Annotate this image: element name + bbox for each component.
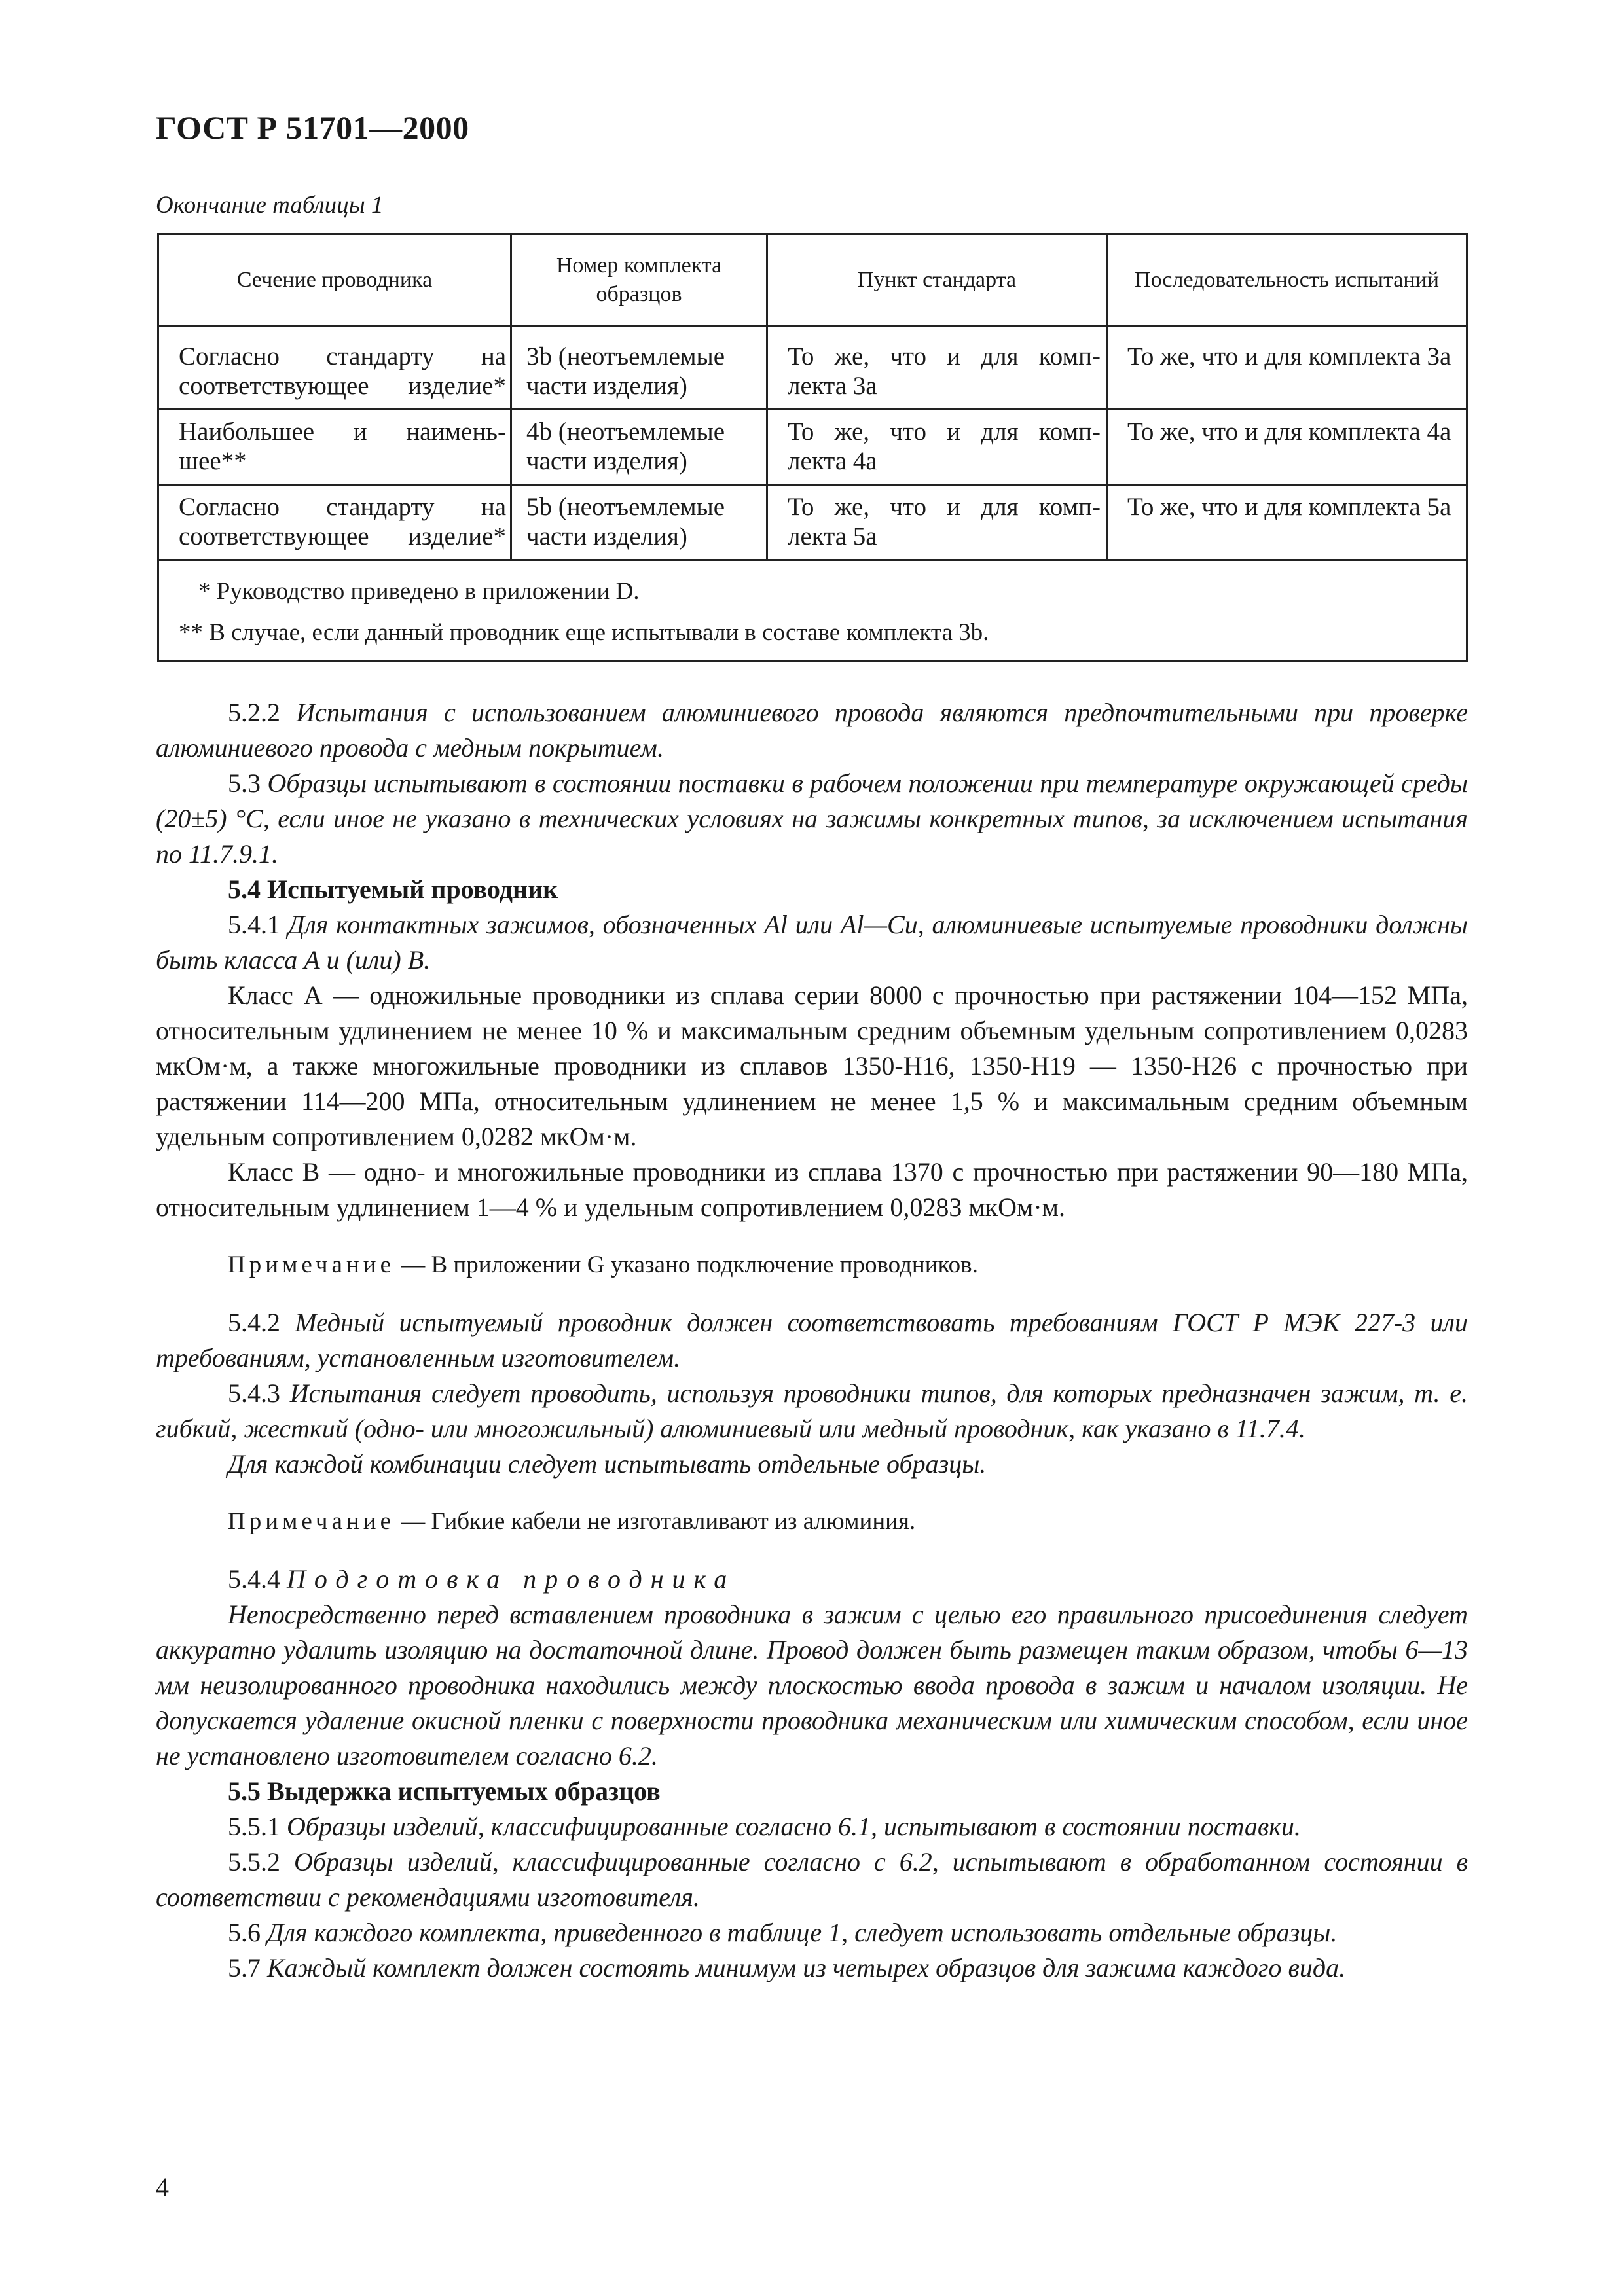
table-cell: То же, что и для комп- лекта 4а xyxy=(767,410,1107,485)
class-b-paragraph: Класс В — одно- и многожильные проводники из сплава 1370 с прочностью при растяжении 90—180 МПа, относительным удлинением 1—4 % и удельным сопротивлением 0,0283 мкОм·м. xyxy=(156,1157,1468,1222)
table-footnote: * Руководство приведено в приложении D. xyxy=(198,578,640,605)
column-header: Номер комплекта образцов xyxy=(511,234,767,327)
table-cell: То же, что и для комплекта 4а xyxy=(1107,410,1467,485)
clause-5-4-3: 5.4.3 Испытания следует проводить, используя проводники типов, для которых предназначен зажим, т. е. гибкий, жесткий (одно- или многожильный) алюминиевый или медный проводник, как указано в 11.7.4. xyxy=(156,1378,1468,1443)
section-heading-5-5: 5.5 Выдержка испытуемых образцов xyxy=(228,1776,661,1806)
column-header: Сечение проводника xyxy=(158,234,511,327)
note-2: Примечание — Гибкие кабели не изготавливают из алюминия. xyxy=(228,1508,916,1535)
document-header: ГОСТ Р 51701—2000 xyxy=(156,109,469,146)
clause-5-3: 5.3 Образцы испытывают в состоянии поставки в рабочем положении при температуре окружающей среды (20±5) °С, если иное не указано в технических условиях на зажимы конкретных типов, за исключением испытания по 11.7.9.1. xyxy=(156,768,1468,869)
clause-5-5-2: 5.5.2 Образцы изделий, классифицированные согласно с 6.2, испытывают в обработанном состоянии в соответствии с рекомендациями изготовителя. xyxy=(156,1847,1468,1912)
table-cell: Наибольшее и наимень- шее** xyxy=(158,410,511,485)
table-caption: Окончание таблицы 1 xyxy=(156,192,384,219)
column-header: Пункт стандарта xyxy=(767,234,1107,327)
table-cell: То же, что и для комплекта 3а xyxy=(1107,327,1467,410)
table-cell: Согласно стандарту на соответствующее изделие* xyxy=(158,327,511,410)
class-a-paragraph: Класс А — одножильные проводники из сплава серии 8000 с прочностью при растяжении 104—152 МПа, относительным удлинением не менее 10 % и максимальным средним объемным удельным сопротивлением 0,0283 мкОм·м, а также многожильные проводники из сплавов 1350-H16, 1350-H19 — 1350-H26 с прочностью при растяжении 114—200 МПа, относительным удлинением не менее 1,5 % и максимальным средним объемным удельным сопротивлением 0,0282 мкОм·м. xyxy=(156,980,1468,1151)
clause-5-6: 5.6 Для каждого комплекта, приведенного в таблице 1, следует использовать отдельные образцы. xyxy=(228,1918,1338,1947)
table-cell: Согласно стандарту на соответствующее изделие* xyxy=(158,485,511,560)
clause-5-2-2: 5.2.2 Испытания с использованием алюминиевого провода являются предпочтительными при проверке алюминиевого провода с медным покрытием. xyxy=(156,698,1468,762)
clause-5-4-4: Непосредственно перед вставлением проводника в зажим с целью его правильного присоединения следует аккуратно удалить изоляцию на достаточной длине. Провод должен быть размещен таким образом, чтобы 6—13 мм неизолированного проводника находились между плоскостью ввода провода в зажим и началом изоляции. Не допускается удаление окисной пленки с поверхности проводника механическим или химическим способом, если иное не установлено изготовителем согласно 6.2. xyxy=(156,1600,1468,1770)
table-footnote: ** В случае, если данный проводник еще испытывали в составе комплекта 3b. xyxy=(179,619,989,646)
clause-5-4-4-heading: 5.4.4 Подготовка проводника xyxy=(228,1564,736,1594)
table-row xyxy=(158,410,1467,485)
table-cell: То же, что и для комп- лекта 5а xyxy=(767,485,1107,560)
column-header: Последовательность испытаний xyxy=(1107,234,1467,327)
table-row xyxy=(158,485,1467,560)
table-cell: То же, что и для комп- лекта 3а xyxy=(767,327,1107,410)
clause-5-4-1: 5.4.1 Для контактных зажимов, обозначенных Al или Al—Cu, алюминиевые испытуемые проводники должны быть класса А и (или) В. xyxy=(156,910,1468,975)
section-heading-5-4: 5.4 Испытуемый проводник xyxy=(228,874,558,904)
page-number: 4 xyxy=(156,2172,169,2202)
table-1 xyxy=(157,233,1468,662)
table-cell: То же, что и для комплекта 5а xyxy=(1107,485,1467,560)
clause-5-7: 5.7 Каждый комплект должен состоять минимум из четырех образцов для зажима каждого вида. xyxy=(228,1953,1346,1982)
clause-5-4-2: 5.4.2 Медный испытуемый проводник должен соответствовать требованиям ГОСТ Р МЭК 227-3 или требованиям, установленным изготовителем. xyxy=(156,1308,1468,1372)
table-cell: 3b (неотъемлемые части изделия) xyxy=(511,327,767,410)
table-footnotes-row xyxy=(158,560,1467,662)
clause-5-5-1: 5.5.1 Образцы изделий, классифицированные согласно 6.1, испытывают в состоянии поставки. xyxy=(228,1812,1301,1841)
document-body xyxy=(156,695,1468,1986)
table-cell: 5b (неотъемлемые части изделия) xyxy=(511,485,767,560)
table-row xyxy=(158,327,1467,410)
table-header-row xyxy=(158,234,1467,327)
table-cell: 4b (неотъемлемые части изделия) xyxy=(511,410,767,485)
note-1: Примечание — В приложении G указано подключение проводников. xyxy=(228,1251,978,1278)
table-footnotes xyxy=(158,560,1467,662)
clause-5-4-3-continuation: Для каждой комбинации следует испытывать отдельные образцы. xyxy=(228,1449,987,1479)
